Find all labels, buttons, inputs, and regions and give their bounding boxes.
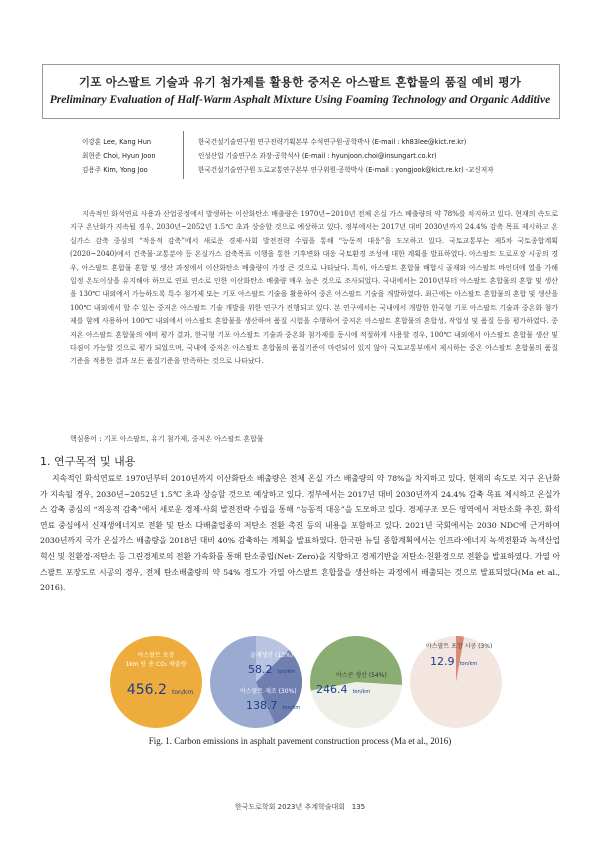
production-value-unit: ton/km: [352, 689, 371, 695]
construction-label: 아스팔트 포장 시공 (3%): [426, 643, 493, 650]
author-row: [60, 136, 550, 148]
footer-text: 한국도로학회 2023년 추계학술대회: [234, 803, 346, 811]
page-number: 135: [351, 803, 366, 811]
manufacture-value-number: 138.7: [246, 699, 278, 712]
author-name: 김용주 Kim, Yong Joo: [82, 166, 148, 174]
title-box: [42, 64, 560, 119]
figure-caption: Fig. 1. Carbon emissions in asphalt pavement construction process (Ma et al., 2016): [148, 736, 452, 746]
section-title: 1. 연구목적 및 내용: [40, 455, 136, 468]
materials-value-unit: ton/km: [277, 669, 296, 675]
manufacture-value: [246, 694, 300, 713]
author-name: 이강훈 Lee, Kang Hun: [82, 138, 152, 146]
total-label-line2: 1km 당 총 CO₂ 배출량: [125, 661, 187, 668]
materials-label: 골재생산 (13%): [250, 652, 294, 659]
total-value-unit: ton/km: [172, 689, 194, 696]
production-label: 아스콘 생산 (54%): [336, 672, 387, 679]
author-affiliation: 인성산업 기술연구소 과장·공학석사 (E-mail : hyunjoon.choi@insungart.co.kr): [198, 152, 437, 160]
section-paragraph: 지속적인 화석연료로 1970년부터 2010년까지 이산화탄소 배출량은 전체 온실 가스 배출량의 약 78%을 차지하고 있다. 현재의 속도로 지구 온난화가 지속될 경우, 2030년~2052년 1.5℃ 초과 상승할 것으로 예상하고 있다. 정부에서는 2017년 대비 2030년까지 24.4% 감축 목표 제시하고 온실가스 감축 중심의 “적응적 감축”에서 새로운 경제·사회 발전전략 수립을 통해 “능동적 대응”을 도모하고 있다. 경제구조 모든 영역에서 저탄소화 추진, 화석연료 중심에서 신재생에너지로 전환 및 탄소 다배출업종의 저탄소 전환 촉진 등의 내용을 포함하고 있다. 2021년 국회에서는 2030 NDC에 근거하여 2030년까지 국가 온실가스 배출량을 2018년 대비 40% 감축하는 계획을 발표하였다. 한국판 뉴딜 종합계획에서는 인프라·에너지 녹색전환과 녹색산업 혁신 및 친환경·저탄소 등 그린경제로의 전환 가속화를 통해 탄소중립(Net- Zero)을 지향하고 경제기반을 저탄소·친환경으로 전환을 발표하였다. 가열 아스팔트 포장도로 시공의 경우, 전체 탄소배출량의 약 54% 정도가 가열 아스팔트 혼합물을 생산하는 과정에서 배출되는 것으로 발표되었다(Ma et al., 2016).: [40, 474, 560, 593]
production-value: [316, 678, 370, 697]
total-label-line1: 아스팔트 포장: [137, 652, 175, 659]
total-value-number: 456.2: [126, 682, 167, 698]
keywords: 핵심용어 : 기포 아스팔트, 유기 첨가제, 중저온 아스팔트 혼합물: [70, 435, 264, 443]
author-affiliation: 한국건설기술연구원 연구전략기획본부 수석연구원·공학박사 (E-mail : kh83lee@kict.re.kr): [198, 138, 467, 146]
emissions-figure: [110, 636, 570, 728]
author-list: [60, 136, 550, 176]
manufacture-value-unit: ton/km: [282, 705, 301, 711]
materials-value: [248, 658, 295, 677]
author-affiliation: 한국건설기술연구원 도로교통연구본부 연구위원·공학박사 (E-mail : yongjook@kict.re.kr) -교신저자: [198, 166, 494, 174]
author-row: [60, 150, 550, 162]
author-row: [60, 164, 550, 176]
section-body: [40, 471, 560, 596]
author-name: 최현준 Choi, Hyun Joon: [82, 152, 156, 160]
total-value: [114, 679, 206, 698]
page-footer: [0, 802, 600, 812]
english-title: Preliminary Evaluation of Half-Warm Asphalt Mixture Using Foaming Technology and Organic Additive: [49, 94, 551, 106]
manufacture-label: 아스팔트 제조 (30%): [240, 688, 297, 695]
construction-value: [430, 650, 477, 669]
korean-title: 기포 아스팔트 기술과 유기 첨가제를 활용한 중저온 아스팔트 혼합물의 품질 예비 평가: [78, 75, 522, 89]
production-value-number: 246.4: [316, 683, 348, 696]
materials-value-number: 58.2: [248, 663, 273, 676]
construction-value-number: 12.9: [430, 655, 455, 668]
abstract: [70, 208, 558, 369]
abstract-text: 지속적인 화석연료 사용과 산업공정에서 발생하는 이산화탄소 배출량은 1970년~2010년 전체 온실 가스 배출량의 약 78%를 차지하고 있다. 현재의 속도로 지구 온난화가 지속될 경우, 2030년~2052년 1.5℃ 초과 상승할 것으로 예상하고 있다. 정부에서는 2017년 대비 2030년까지 24.4% 감축 목표 제시하고 온실가스 감축 중심의 “적응적 감축”에서 새로운 경제·사회 발전전략 수립을 통해 “능동적 대응”을 도모하고 있다. 국토교통부는 제5차 국토종합계획(2020~2040)에서 건축물·교통분야 등 온실가스 감축목표 이행을 통한 기후변화 대응 국토환경 조성에 대한 계획을 발표하였다. 아스팔트 도로포장 시공의 경우, 아스팔트 혼합물 혼합 및 생산 과정에서 이산화탄소 배출량이 가장 큰 것으로 나타났다. 특히, 아스팔트 혼합물 배합시 골재와 아스팔트 바인더에 열을 가해 일정 온도이상을 유지해야 하므로 연료 연소로 인한 이산화탄소 배출량 매우 높은 것으로 조사되었다. 국내에서는 2010년부터 아스팔트 혼합물의 혼합 및 생산을 130℃ 내외에서 가능하도록 특수 첨가제 또는 기포 아스팔트 기술을 활용하여 중온 아스팔트 기술을 개발하였다. 최근에는 아스팔트 혼합물의 혼합 및 생산을 100℃ 내외에서 할 수 있는 중저온 아스팔트 기술 개발을 위한 연구가 진행되고 있다. 본 연구에서는 국내에서 개발한 한국형 기포 아스팔트 기술과 중온화 첨가제를 함께 사용하여 100℃ 내외에서 아스팔트 혼합물을 생산하여 품질 시험을 수행하여 중저온 아스팔트 혼합물의 혼합성, 작업성 및 품질 등을 평가하였다. 중저온 아스팔트 혼합물의 예비 평가 결과, 한국형 기포 아스팔트 기술과 중온화 첨가제를 동시에 적절하게 사용할 경우, 100℃ 내외에서 아스팔트 혼합물 생산 및 다짐이 가능할 것으로 평가 되었으며, 국내에 중저온 아스팔트 혼합물의 품질기준이 마련되어 있지 않아 국토교통부에서 제시하는 중온 아스팔트 혼합물의 품질기준을 적용한 결과 모든 품질기준을 만족하는 것으로 나타났다.: [70, 210, 558, 366]
construction-value-unit: ton/km: [459, 661, 478, 667]
